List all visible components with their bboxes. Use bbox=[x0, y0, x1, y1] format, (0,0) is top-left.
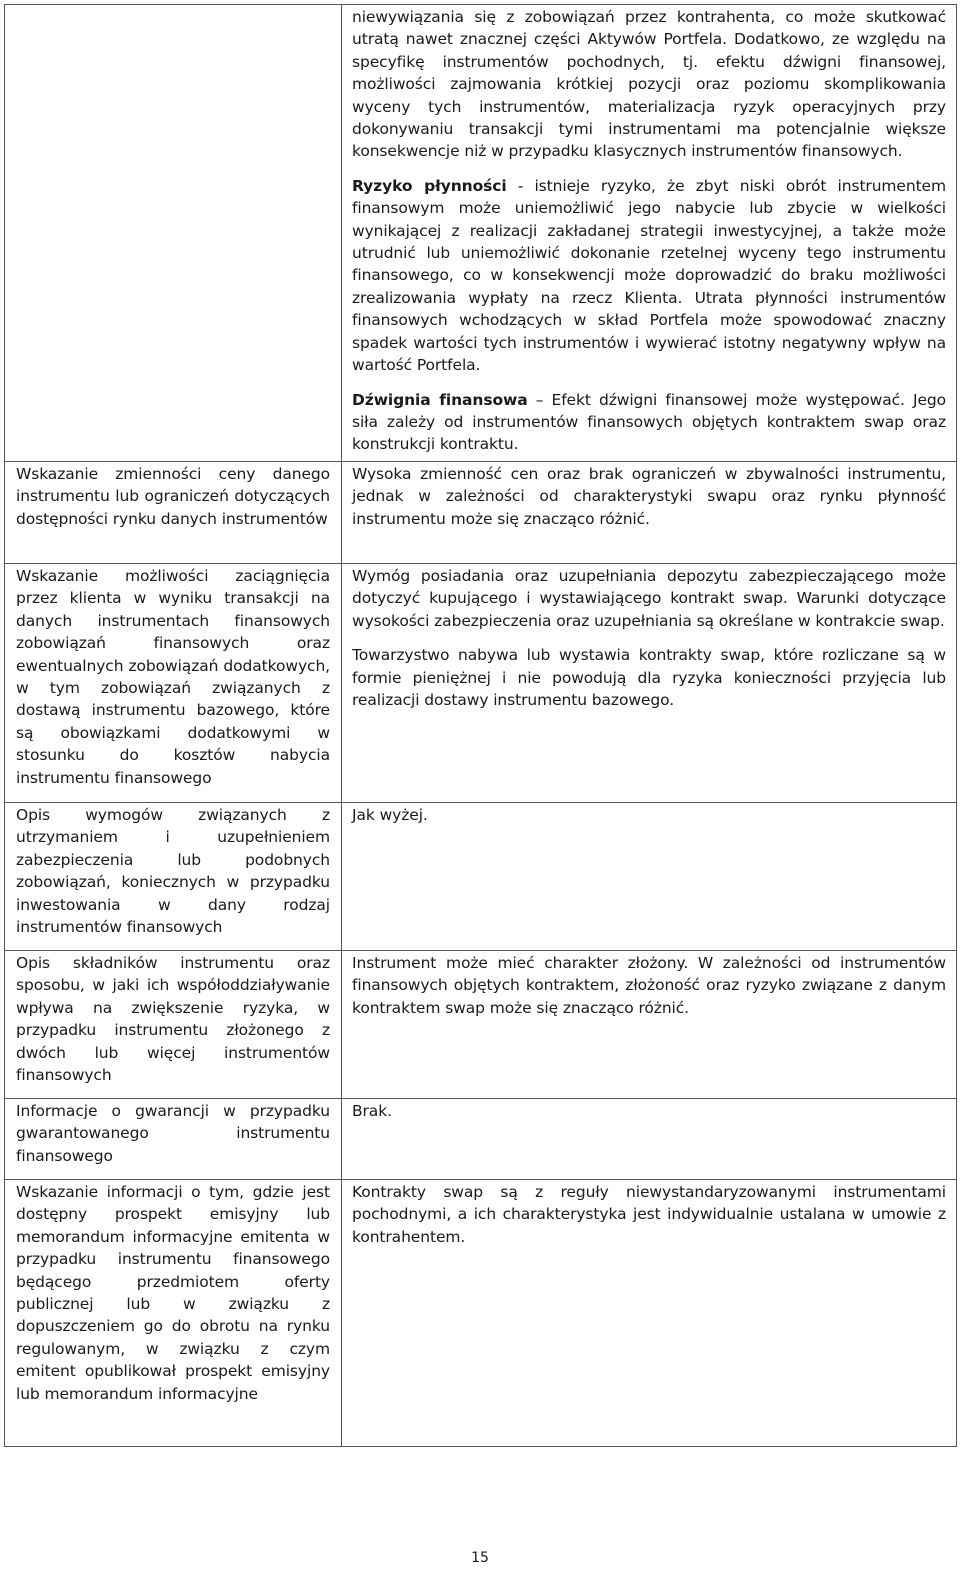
paragraph: Towarzystwo nabywa lub wystawia kontrakty swap, które rozliczane są w formie pieniężnej i nie powodują dla ryzyka konieczności przyjęcia lub realizacji dostawy instrumentu bazowego. bbox=[352, 646, 946, 710]
table-row bbox=[5, 1099, 957, 1180]
row-label-cell: Informacje o gwarancji w przypadku gwarantowanego instrumentu finansowego bbox=[5, 1099, 342, 1180]
row-label-cell: Wskazanie możliwości zaciągnięcia przez klienta w wyniku transakcji na danych instrumentach finansowych zobowiązań finansowych oraz ewentualnych zobowiązań dodatkowych, w tym zobowiązań związanych z dostawą instrumentu bazowego, które są obowiązkami dodatkowymi w stosunku do kosztów nabycia instrumentu finansowego bbox=[5, 564, 342, 803]
row-label-cell: Opis wymogów związanych z utrzymaniem i uzupełnieniem zabezpieczenia lub podobnych zobowiązań, koniecznych w przypadku inwestowania w dany rodzaj instrumentów finansowych bbox=[5, 803, 342, 951]
table-row bbox=[5, 462, 957, 564]
table-row bbox=[5, 5, 957, 462]
paragraph: Brak. bbox=[352, 1102, 392, 1120]
row-description-cell bbox=[342, 564, 957, 803]
paragraph: Wymóg posiadania oraz uzupełniania depozytu zabezpieczającego może dotyczyć kupującego i wystawiającego kontrakt swap. Warunki dotyczące wysokości zabezpieczenia oraz uzupełniania są określane w kontrakcie swap. bbox=[352, 567, 946, 630]
risk-table bbox=[4, 4, 957, 1447]
row-description-cell bbox=[342, 1099, 957, 1180]
row-description-cell bbox=[342, 462, 957, 564]
table-row bbox=[5, 803, 957, 951]
paragraph: niewywiązania się z zobowiązań przez kontrahenta, co może skutkować utratą nawet znacznej części Aktywów Portfela. Dodatkowo, ze względu na specyfikę instrumentów pochodnych, tj. efektu dźwigni finansowej, możliwości zajmowania krótkiej pozycji oraz poziomu skomplikowania wyceny tych instrumentów, materializacja ryzyk operacyjnych przy dokonywaniu transakcji tymi instrumentami ma potencjalnie większe konsekwencje niż w przypadku klasycznych instrumentów finansowych. bbox=[352, 8, 946, 161]
paragraph: Wysoka zmienność cen oraz brak ograniczeń w zbywalności instrumentu, jednak w zależności od charakterystyki swapu oraz rynku płynność instrumentu może się znacząco różnić. bbox=[352, 465, 946, 528]
table-row bbox=[5, 564, 957, 803]
row-description-cell bbox=[342, 803, 957, 951]
bold-heading: Dźwignia finansowa bbox=[352, 390, 528, 409]
paragraph bbox=[352, 389, 946, 456]
paragraph: Jak wyżej. bbox=[352, 806, 428, 824]
row-label-cell bbox=[5, 5, 342, 462]
paragraph: Kontrakty swap są z reguły niewystandaryzowanymi instrumentami pochodnymi, a ich charakterystyka jest indywidualnie ustalana w umowie z kontrahentem. bbox=[352, 1183, 946, 1246]
row-label-cell: Opis składników instrumentu oraz sposobu, w jaki ich współoddziaływanie wpływa na zwiększenie ryzyka, w przypadku instrumentu złożonego z dwóch lub więcej instrumentów finansowych bbox=[5, 951, 342, 1099]
bold-heading: Ryzyko płynności bbox=[352, 176, 507, 195]
paragraph: Instrument może mieć charakter złożony. W zależności od instrumentów finansowych objętych kontraktem, złożoność oraz ryzyko związane z danym kontraktem swap może się znacząco różnić. bbox=[352, 954, 946, 1017]
table-row bbox=[5, 1180, 957, 1447]
row-label-cell: Wskazanie zmienności ceny danego instrumentu lub ograniczeń dotyczących dostępności rynku danych instrumentów bbox=[5, 462, 342, 564]
paragraph-text: - istnieje ryzyko, że zbyt niski obrót instrumentem finansowym może uniemożliwić jego nabycie lub zbycie w wielkości wynikającej z realizacji zakładanej strategii inwestycyjnej, a także może utrudnić lub uniemożliwić dokonanie rzetelnej wyceny tego instrumentu finansowego, co w konsekwencji może doprowadzić do braku możliwości zrealizowania wypłaty na rzecz Klienta. Utrata płynności instrumentów finansowych wchodzących w skład Portfela może spowodować znaczny spadek wartości tych instrumentów i wywierać istotny negatywny wpływ na wartość Portfela. bbox=[352, 176, 946, 375]
page-number: 15 bbox=[471, 1550, 489, 1566]
paragraph bbox=[352, 175, 946, 377]
row-description-cell bbox=[342, 951, 957, 1099]
row-label-cell: Wskazanie informacji o tym, gdzie jest dostępny prospekt emisyjny lub memorandum informacyjne emitenta w przypadku instrumentu finansowego będącego przedmiotem oferty publicznej lub w związku z dopuszczeniem go do obrotu na rynku regulowanym, w związku z czym emitent opublikował prospekt emisyjny lub memorandum informacyjne bbox=[5, 1180, 342, 1447]
row-description-cell bbox=[342, 1180, 957, 1447]
row-description-cell bbox=[342, 5, 957, 462]
paragraph-text: – Efekt dźwigni finansowej może występować. Jego siła zależy od instrumentów finansowych objętych kontraktem swap oraz konstrukcji kontraktu. bbox=[352, 390, 947, 454]
table-row bbox=[5, 951, 957, 1099]
